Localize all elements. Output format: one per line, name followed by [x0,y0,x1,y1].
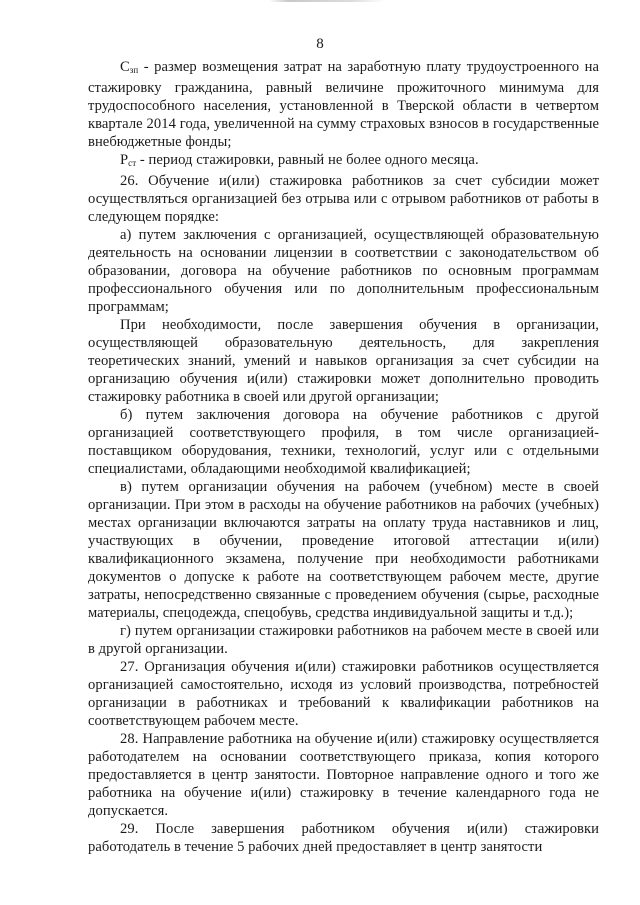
scan-edge-artifact [0,0,640,2]
paragraph-item-27: 27. Организация обучения и(или) стажировки работников осуществляется организацией самостоятельно, исходя из условий производства, потребностей организации в работниках и требований к квалификации работников на соответствующем рабочем месте. [88,659,599,729]
paragraph-period-definition [88,151,599,172]
document-body [88,58,599,856]
paragraph-text: - период стажировки, равный не более одного месяца. [136,152,479,168]
paragraph-item-26-v: в) путем организации обучения на рабочем (учебном) месте в своей организации. При этом в расходы на обучение работников на рабочих (учебных) местах организации включаются затраты на оплату труда наставников и лиц, участвующих в обучении, проведение итоговой аттестации и(или) квалификационного экзамена, получение при необходимости работниками документов о допуске к работе на соответствующем рабочем месте, другие затраты, непосредственно связанные с проведением обучения (сырье, расходные материалы, спецодежда, спецобувь, средства индивидуальной защиты и т.д.); [88,479,599,621]
page-number: 8 [316,36,324,52]
paragraph-item-26-a: а) путем заключения с организацией, осуществляющей образовательную деятельность на основании лицензии в соответствии с законодательством об образовании, договора на обучение работников по основным программам профессионального обучения или по дополнительным профессиональным программам; [88,227,599,315]
paragraph-item-26-a-note: При необходимости, после завершения обучения в организации, осуществляющей образовательную деятельность, для закрепления теоретических знаний, умений и навыков организация за счет субсидии на организацию обучения и(или) стажировки может дополнительно проводить стажировку работника в своей или другой организации; [88,317,599,405]
symbol-c: С [120,59,130,75]
paragraph-cost-definition [88,58,599,151]
paragraph-item-26-b: б) путем заключения договора на обучение работников с другой организацией соответствующего профиля, в том числе организацией-поставщиком оборудования, техники, технологий, услуг или с отдельными специалистами, обладающими необходимой квалификацией; [88,407,599,477]
symbol-p-subscript: ст [128,158,137,168]
paragraph-item-26-g: г) путем организации стажировки работников на рабочем месте в своей или в другой организации. [88,623,599,657]
paragraph-text: - размер возмещения затрат на заработную плату трудоустроенного на стажировку гражданина, равный величине прожиточного минимума для трудоспособного населения, установленной в Тверской области в четвертом квартале 2014 года, увеличенной на сумму страховых взносов в государственные внебюджетные фонды; [88,59,599,150]
symbol-p: Р [120,152,129,168]
paragraph-item-29: 29. После завершения работником обучения и(или) стажировки работодатель в течение 5 рабочих дней предоставляет в центр занятости [88,821,599,855]
paragraph-item-26: 26. Обучение и(или) стажировка работников за счет субсидии может осуществляться организацией без отрыва или с отрывом работников от работы в следующем порядке: [88,173,599,225]
paragraph-item-28: 28. Направление работника на обучение и(или) стажировку осуществляется работодателем на основании соответствующего приказа, копия которого предоставляется в центр занятости. Повторное направление одного и того же работника на обучение и(или) стажировку в течение календарного года не допускается. [88,731,599,819]
symbol-c-subscript: зп [129,65,139,75]
